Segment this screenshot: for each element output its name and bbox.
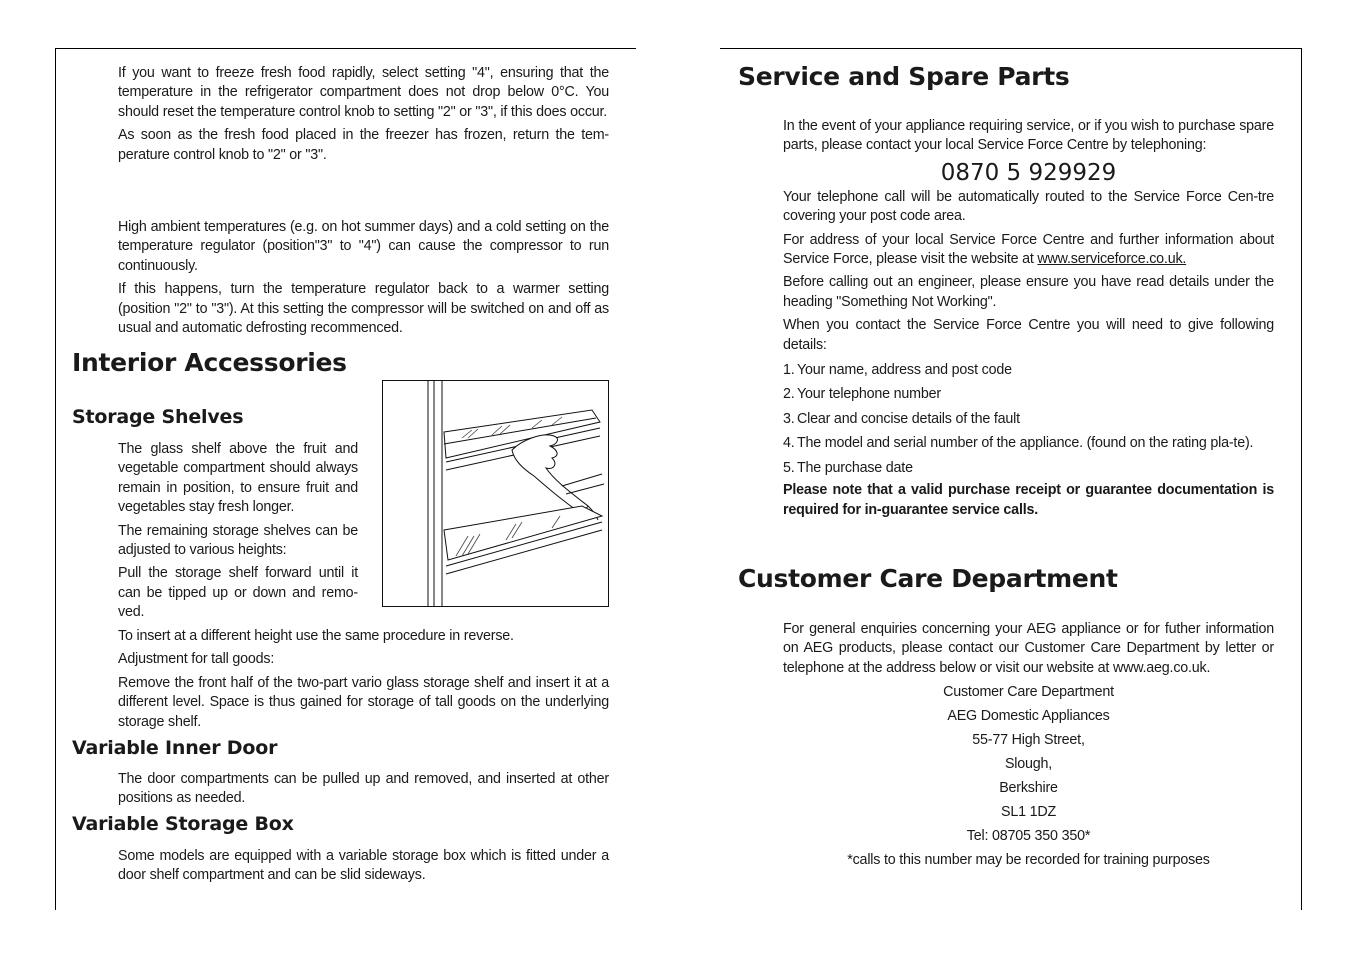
right-top-rule bbox=[720, 48, 1302, 49]
shelves-paragraph-5: Adjustment for tall goods: bbox=[118, 651, 275, 668]
storage-box-section bbox=[118, 847, 609, 890]
care-intro: For general enquiries concerning your AEG appliance or for futher information on AEG products, please contact our Customer Care Department by letter or telephone at the address below or visit our website at www.aeg.co.uk. bbox=[783, 621, 1274, 676]
storage-shelves-heading: Storage Shelves bbox=[72, 406, 244, 428]
customer-care-title: Customer Care Department bbox=[738, 564, 1118, 593]
list-item: 3. Clear and concise details of the fault bbox=[783, 410, 1020, 427]
right-side-rule bbox=[1301, 48, 1302, 910]
address-line: 55-77 High Street, bbox=[972, 732, 1085, 749]
care-address-block bbox=[783, 683, 1274, 870]
list-item: 4. The model and serial number of the appliance. (found on the rating pla-te). bbox=[783, 435, 1254, 452]
address-line: SL1 1DZ bbox=[1000, 803, 1057, 820]
shelves-paragraph-1: The glass shelf above the fruit and vegetable compartment should always remain in position, to ensure fruit and vegetables stay fresh longer. bbox=[118, 441, 358, 516]
shelves-paragraph-4: To insert at a different height use the same procedure in reverse. bbox=[118, 628, 514, 644]
freeze-paragraph-1: If you want to freeze fresh food rapidly, select setting "4", ensuring that the temperature in the refrigerator compartment does not drop below 0°C. You should reset the temperature control knob to setting "2" or "3", if this does occur. bbox=[118, 65, 609, 120]
serviceforce-link[interactable]: www.serviceforce.co.uk. bbox=[1037, 251, 1187, 268]
routed-paragraph: Your telephone call will be automatically routed to the Service Force Cen-tre covering your post code area. bbox=[783, 188, 1274, 225]
variable-inner-door-heading: Variable Inner Door bbox=[72, 737, 278, 759]
shelf-illustration bbox=[382, 380, 610, 608]
address-line: Slough, bbox=[1004, 755, 1053, 772]
shelves-paragraph-6: Remove the front half of the two-part vario glass storage shelf and insert it at a different level. Space is thus gained for storage of tall goods on the underlying storage shelf. bbox=[118, 674, 609, 730]
service-intro: In the event of your appliance requiring service, or if you wish to purchase spare parts, please contact your local Service Force Centre by telephoning: bbox=[783, 118, 1274, 154]
inner-door-text: The door compartments can be pulled up and removed, and inserted at other positions as needed. bbox=[118, 771, 609, 807]
service-section bbox=[783, 117, 1274, 524]
left-top-rule bbox=[55, 48, 636, 49]
address-info-paragraph bbox=[783, 231, 1274, 270]
contact-intro-paragraph: When you contact the Service Force Centre you will need to give following details: bbox=[783, 317, 1274, 353]
care-telephone: Tel: 08705 350 350* bbox=[966, 827, 1091, 844]
freeze-paragraph-2: As soon as the fresh food placed in the freezer has frozen, return the tem-perature control knob to "2" or "3". bbox=[118, 127, 609, 163]
storage-box-text: Some models are equipped with a variable storage box which is fitted under a door shelf compartment and can be slid sideways. bbox=[118, 848, 609, 884]
ambient-paragraph-2: If this happens, turn the temperature regulator back to a warmer setting (position "2" to "3"). At this setting the compressor will be switched on and off as usual and automatic defrosting recommenced. bbox=[118, 281, 609, 337]
customer-care-section bbox=[783, 620, 1274, 874]
address-line: Customer Care Department bbox=[943, 684, 1114, 701]
list-item: 2. Your telephone number bbox=[783, 386, 941, 403]
guarantee-note: Please note that a valid purchase receipt or guarantee documentation is required for in-guarantee service calls. bbox=[783, 482, 1274, 518]
ambient-paragraph-1: High ambient temperatures (e.g. on hot summer days) and a cold setting on the temperature regulator (position"3" to "4") can cause the compressor to run continuously. bbox=[118, 219, 609, 274]
recording-notice: *calls to this number may be recorded for training purposes bbox=[847, 851, 1210, 868]
interior-accessories-title: Interior Accessories bbox=[72, 348, 347, 377]
service-title: Service and Spare Parts bbox=[738, 62, 1070, 91]
address-info-text: For address of your local Service Force Centre and further information about Service Force, please visit the website at bbox=[783, 231, 1274, 268]
list-item: 5. The purchase date bbox=[783, 459, 913, 476]
address-line: Berkshire bbox=[999, 779, 1058, 796]
before-calling-paragraph: Before calling out an engineer, please ensure you have read details under the heading "Something Not Working". bbox=[783, 274, 1274, 310]
left-side-rule bbox=[55, 48, 56, 910]
freeze-section bbox=[118, 64, 609, 169]
shelves-paragraph-2: The remaining storage shelves can be adjusted to various heights: bbox=[118, 522, 358, 559]
details-list bbox=[783, 361, 1274, 478]
storage-shelves-text-beside bbox=[118, 440, 358, 627]
storage-shelves-text-full bbox=[118, 627, 609, 736]
shelves-paragraph-3: Pull the storage shelf forward until it can be tipped up or down and remo-ved. bbox=[118, 565, 358, 621]
inner-door-section bbox=[118, 770, 609, 813]
list-item: 1. Your name, address and post code bbox=[783, 362, 1012, 379]
address-line: AEG Domestic Appliances bbox=[947, 708, 1110, 725]
service-phone: 0870 5 929929 bbox=[940, 159, 1117, 186]
ambient-section bbox=[118, 218, 609, 342]
variable-storage-box-heading: Variable Storage Box bbox=[72, 813, 294, 835]
